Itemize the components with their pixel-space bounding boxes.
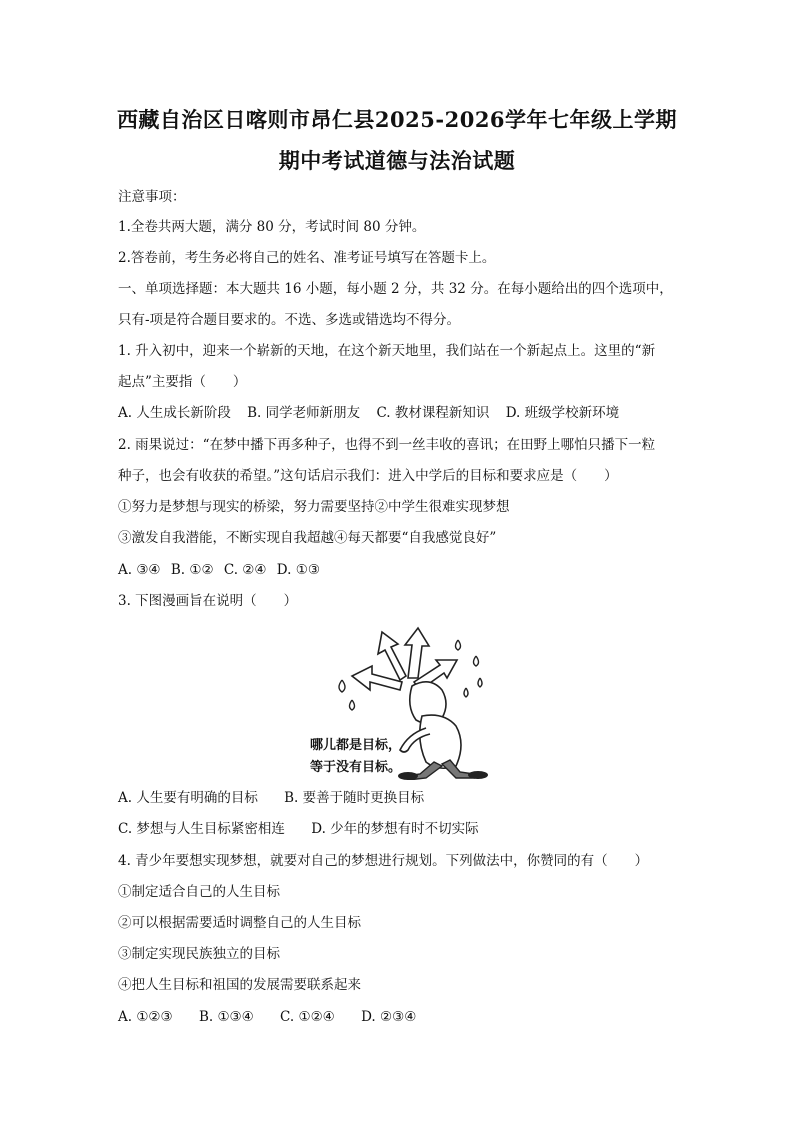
character-body	[420, 715, 461, 768]
q3-option-b[interactable]: B. 要善于随时更换目标	[284, 790, 425, 806]
q4-stem: 4. 青少年要想实现梦想，就要对自己的梦想进行规划。下列做法中，你赞同的有（ ）	[118, 853, 649, 869]
q1-options	[118, 404, 631, 422]
note-item-2: 2.答卷前，考生务必将自己的姓名、准考证号填写在答题卡上。	[118, 250, 496, 266]
q4-statement-1: ①制定适合自己的人生目标	[118, 884, 280, 900]
note-item-1: 1.全卷共两大题，满分 80 分，考试时间 80 分钟。	[118, 219, 426, 235]
q4-option-b[interactable]: B. ①③④	[198, 1009, 254, 1025]
section1-intro-line1: 一、单项选择题：本大题共 16 小题，每小题 2 分，共 32 分。在每小题给出的四个选项中，	[118, 281, 673, 297]
exam-title-line1: 西藏自治区日喀则市昂仁县2025-2026学年七年级上学期	[116, 107, 678, 132]
q1-option-a[interactable]: A. 人生成长新阶段	[118, 405, 231, 421]
q2-option-b[interactable]: B. ①②	[170, 562, 214, 578]
exam-title-line2: 期中考试道德与法治试题	[278, 148, 516, 173]
q1-stem-line1: 1. 升入初中，迎来一个崭新的天地，在这个新天地里，我们站在一个新起点上。这里的“新	[118, 343, 656, 359]
q4-options	[118, 1008, 438, 1026]
q2-option-a[interactable]: A. ③④	[118, 562, 161, 578]
q3-option-d[interactable]: D. 少年的梦想有时不切实际	[311, 821, 479, 837]
q2-stem-line2: 种子，也会有收获的希望。”这句话启示我们：进入中学后的目标和要求应是（ ）	[118, 468, 618, 484]
notes-heading: 注意事项：	[118, 189, 186, 205]
q1-option-d[interactable]: D. 班级学校新环境	[505, 405, 620, 421]
q3-option-c[interactable]: C. 梦想与人生目标紧密相连	[118, 821, 285, 837]
q2-statement-2: ③激发自我潜能，不断实现自我超越④每天都要“自我感觉良好”	[118, 530, 497, 546]
q1-stem-line2: 起点”主要指（ ）	[118, 374, 247, 390]
section1-intro-line2: 只有-项是符合题目要求的。不选、多选或错选均不得分。	[118, 312, 461, 328]
cartoon-caption-line1: 哪儿都是目标，	[310, 738, 402, 753]
q3-stem: 3. 下图漫画旨在说明（ ）	[118, 593, 298, 609]
q4-statement-3: ③制定实现民族独立的目标	[118, 946, 280, 962]
q2-option-c[interactable]: C. ②④	[223, 562, 267, 578]
q3-options-row2	[118, 820, 501, 838]
q3-option-a[interactable]: A. 人生要有明确的目标	[118, 790, 258, 806]
q4-statement-2: ②可以根据需要适时调整自己的人生目标	[118, 915, 361, 931]
q4-statement-4: ④把人生目标和祖国的发展需要联系起来	[118, 977, 361, 993]
q2-statement-1: ①努力是梦想与现实的桥梁，努力需要坚持②中学生很难实现梦想	[118, 499, 510, 515]
q3-options-row1	[118, 789, 446, 807]
q4-option-d[interactable]: D. ②③④	[361, 1009, 417, 1025]
q2-option-d[interactable]: D. ①③	[276, 562, 320, 578]
q2-stem-line1: 2. 雨果说过：“在梦中播下再多种子，也得不到一丝丰收的喜讯；在田野上哪怕只播下一粒	[118, 437, 656, 453]
q1-option-b[interactable]: B. 同学老师新朋友	[247, 405, 361, 421]
cartoon-caption-line2: 等于没有目标。	[310, 760, 402, 775]
q4-option-a[interactable]: A. ①②③	[118, 1009, 173, 1025]
arrows-icon	[352, 628, 457, 690]
q1-option-c[interactable]: C. 教材课程新知识	[376, 405, 490, 421]
q2-options	[118, 561, 332, 579]
q4-option-c[interactable]: C. ①②④	[280, 1009, 335, 1025]
